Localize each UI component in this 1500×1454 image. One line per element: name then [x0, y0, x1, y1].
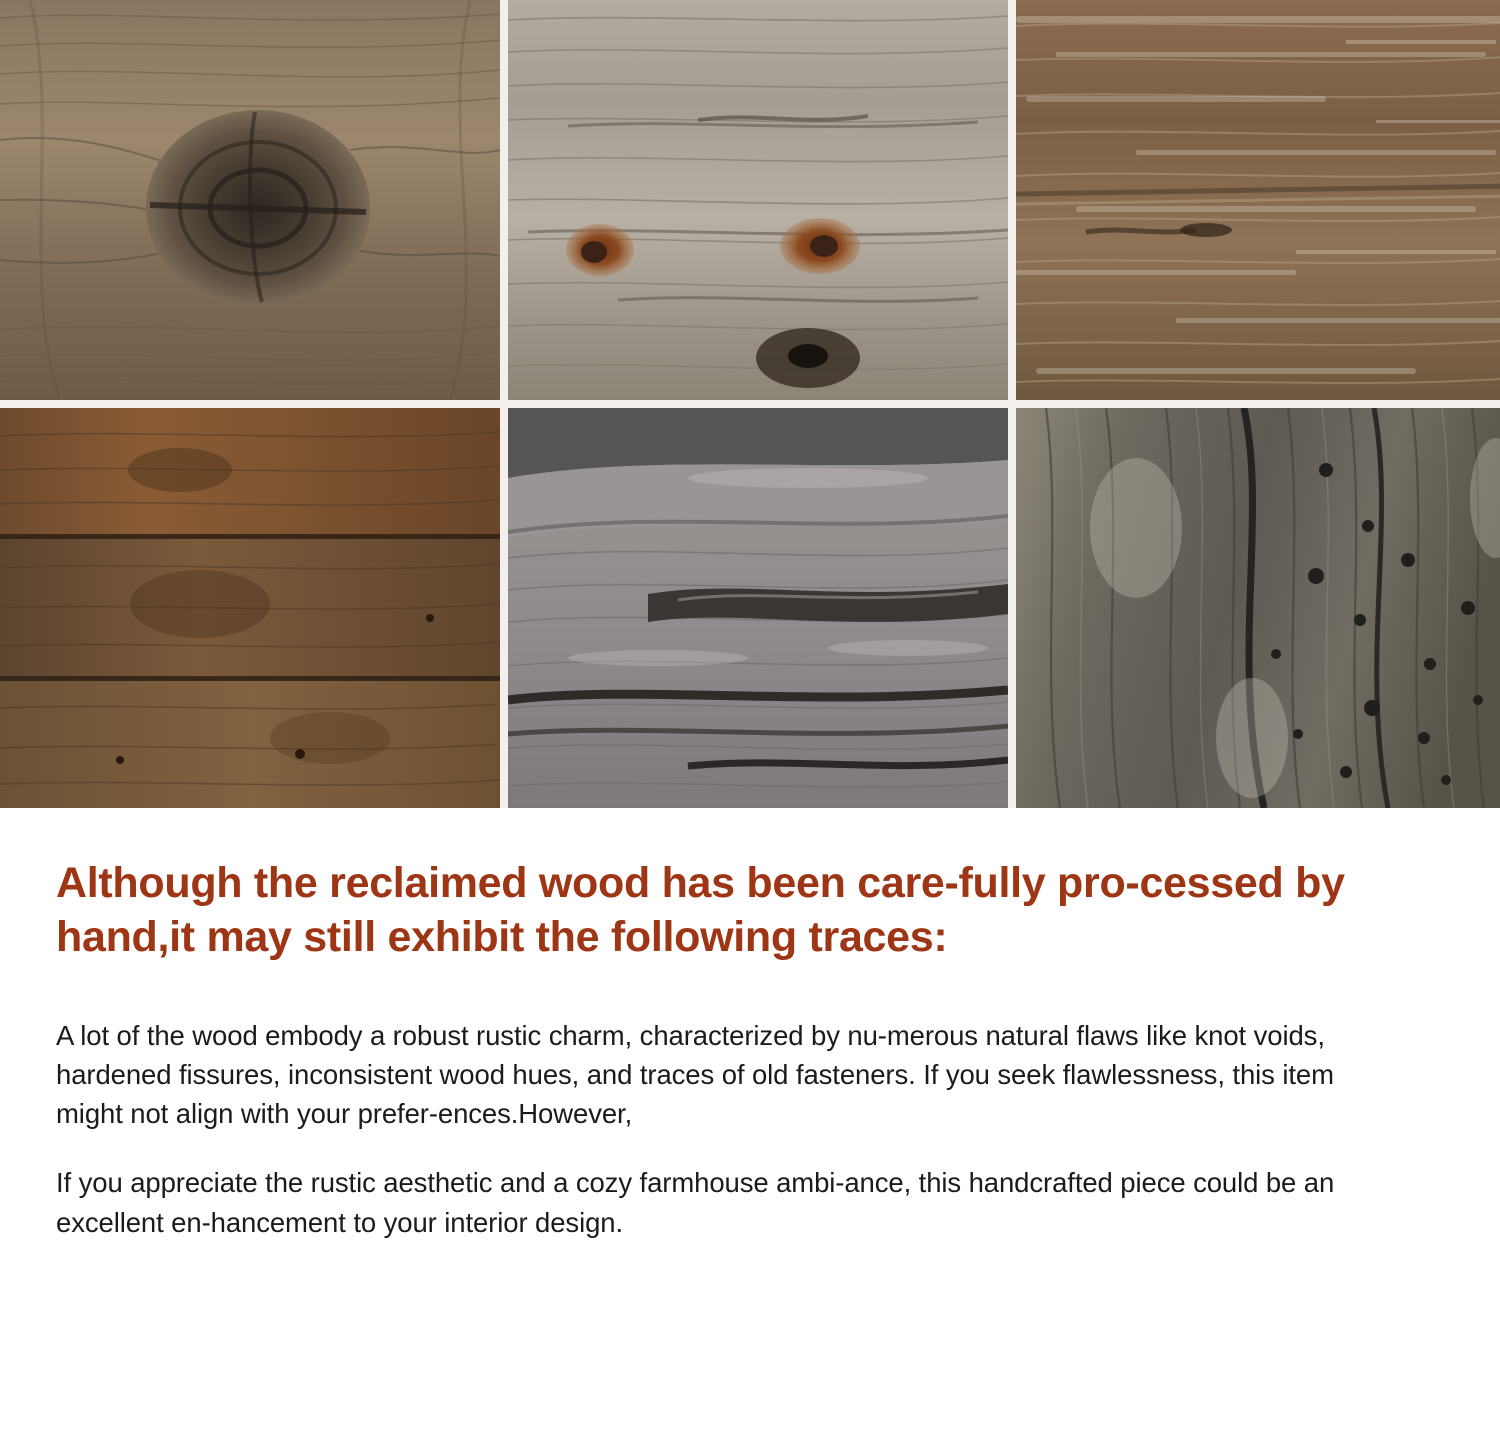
wood-texture-tile-4	[0, 408, 500, 808]
wood-texture-tile-6	[1016, 408, 1500, 808]
wood-texture-tile-1	[0, 0, 500, 400]
cracked-grey-timber-image	[508, 408, 1008, 808]
wood-texture-tile-5	[508, 408, 1008, 808]
painted-worn-board-image	[1016, 0, 1500, 400]
wood-texture-tile-3	[1016, 0, 1500, 400]
wood-texture-tile-2	[508, 0, 1008, 400]
rusted-barnboard-image	[508, 0, 1008, 400]
description-paragraph-2: If you appreciate the rustic aesthetic and a cozy farmhouse ambi-ance, this handcrafted piece could be an excellent en-hancement to your interior design.	[56, 1167, 1335, 1238]
brown-planks-image	[0, 408, 500, 808]
description-text-block	[0, 808, 1500, 1242]
page-title: Although the reclaimed wood has been care-fully pro-cessed by hand,it may still exhibit the following traces:	[56, 859, 1345, 962]
description-paragraph-1: A lot of the wood embody a robust rustic charm, characterized by nu-merous natural flaws like knot voids, hardened fissures, inconsistent wood hues, and traces of old fasteners. If you seek flawlessness, this item might not align with your prefer-ences.However,	[56, 1020, 1334, 1130]
wormhole-aged-wood-image	[1016, 408, 1500, 808]
wood-knot-image	[0, 0, 500, 400]
